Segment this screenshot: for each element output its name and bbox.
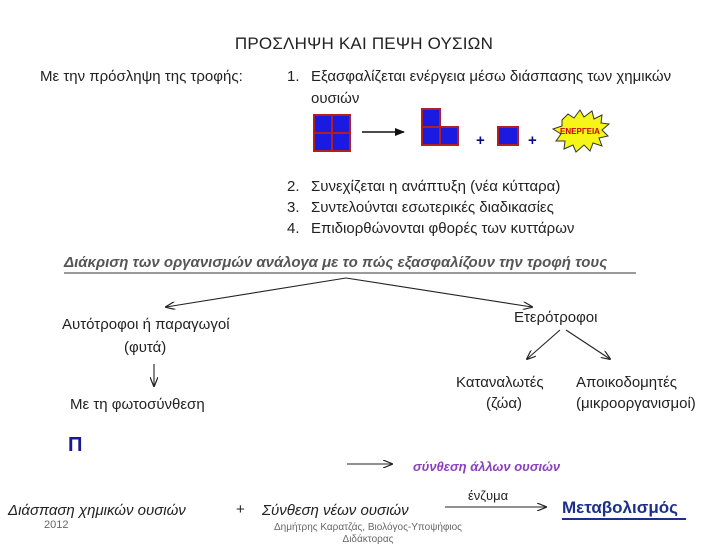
heading-underline <box>64 272 636 274</box>
metabolism-underline <box>562 518 686 520</box>
consumers-example: (ζώα) <box>486 395 522 412</box>
decomposition-label: Διάσπαση χημικών ουσιών <box>8 502 186 519</box>
synthesis-others-label: σύνθεση άλλων ουσιών <box>413 459 561 474</box>
intro-label: Με την πρόσληψη της τροφής: <box>40 68 243 85</box>
pi-character: Π <box>68 434 83 456</box>
plus-sign-bottom: + <box>236 501 245 518</box>
benefit-number: 4. <box>287 220 300 237</box>
photosynthesis-label: Με τη φωτοσύνθεση <box>70 396 205 413</box>
page-title: ΠΡΟΣΛΗΨΗ ΚΑΙ ΠΕΨΗ ΟΥΣΙΩΝ <box>234 34 494 53</box>
synthesis-new-label: Σύνθεση νέων ουσιών <box>262 502 409 519</box>
benefit-text: Επιδιορθώνονται φθορές των κυττάρων <box>311 220 575 237</box>
benefit-item-1-cont: ουσιών <box>311 90 360 107</box>
footer-author: Δημήτρης Καρατζάς, Βιολόγος-Υποψήφιος Διδάκτορας <box>273 522 463 545</box>
energy-label: ΕΝΕΡΓΕΙΑ <box>560 127 600 136</box>
benefit-number: 3. <box>287 199 300 216</box>
autotrophs-label: Αυτότροφοι ή παραγωγοί <box>62 316 230 333</box>
plus-sign: + <box>476 132 485 149</box>
arrow-to-heterotrophs <box>346 278 532 307</box>
footer-year: 2012 <box>44 519 69 531</box>
benefit-number: 1. <box>287 68 300 85</box>
classification-heading: Διάκριση των οργανισμών ανάλογα με το πώς εξασφαλίζουν την τροφή τους <box>64 254 608 271</box>
plus-sign: + <box>528 132 537 149</box>
autotrophs-example: (φυτά) <box>124 339 167 356</box>
metabolism-label: Μεταβολισμός <box>562 498 678 517</box>
benefit-text: Συνεχίζεται η ανάπτυξη (νέα κύτταρα) <box>311 178 561 195</box>
enzyme-label: ένζυμα <box>468 488 509 503</box>
arrow-to-autotrophs <box>166 278 346 307</box>
decomposers-example: (μικροοργανισμοί) <box>576 395 696 412</box>
arrow-to-decomposers <box>566 330 610 359</box>
arrow-to-consumers <box>527 330 560 359</box>
heterotrophs-label: Ετερότροφοι <box>514 309 598 326</box>
benefit-number: 2. <box>287 178 300 195</box>
benefit-text: Συντελούνται εσωτερικές διαδικασίες <box>311 199 554 216</box>
energy-burst-icon <box>553 110 609 152</box>
benefit-text: Εξασφαλίζεται ενέργεια μέσω διάσπασης των χημικών <box>311 68 672 85</box>
decomposers-label: Αποικοδομητές <box>576 374 677 391</box>
consumers-label: Καταναλωτές <box>456 374 544 391</box>
